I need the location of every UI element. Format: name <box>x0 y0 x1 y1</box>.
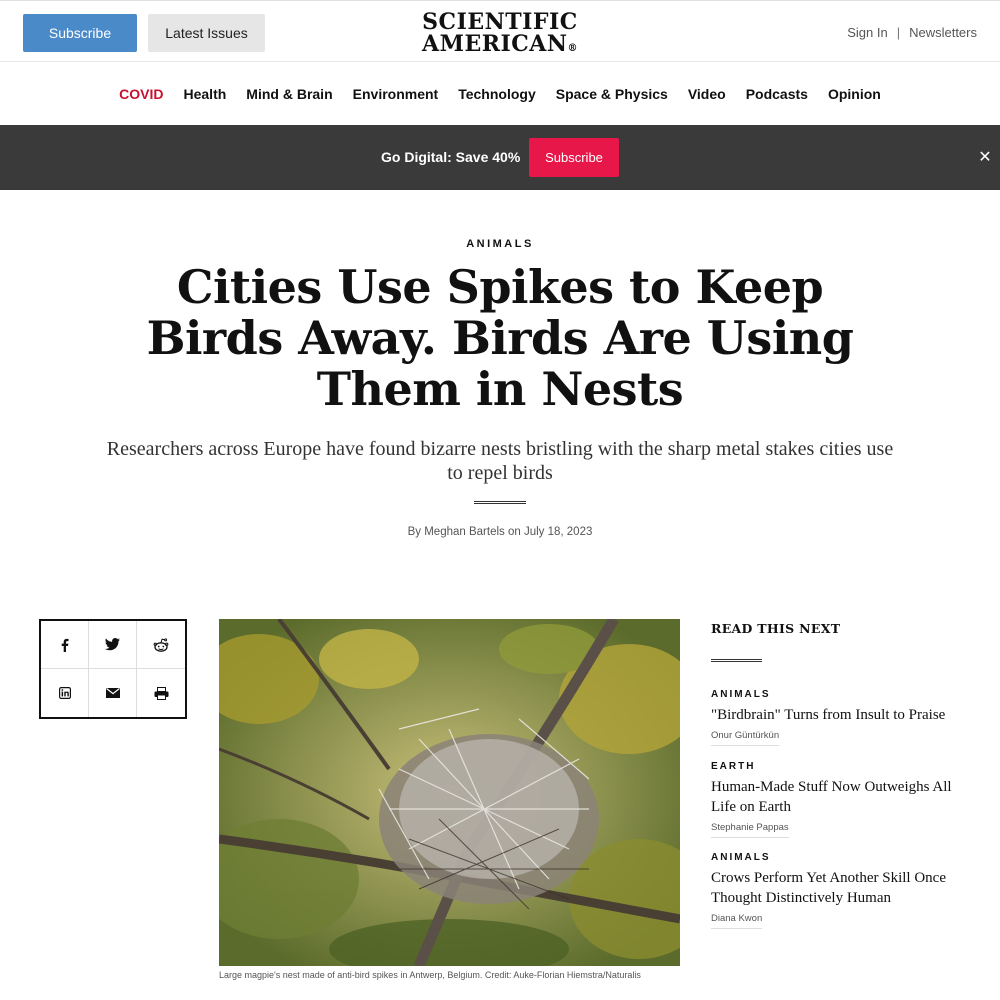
logo-line1: SCIENTIFIC <box>422 9 578 35</box>
nav-item-mind-brain[interactable]: Mind & Brain <box>246 85 333 102</box>
header-separator: | <box>896 25 901 40</box>
share-reddit[interactable] <box>137 621 185 669</box>
nav-item-environment[interactable]: Environment <box>352 85 439 102</box>
registered-mark: ® <box>567 43 578 54</box>
email-icon <box>106 688 120 698</box>
close-icon[interactable]: ✕ <box>978 149 992 166</box>
read-next-title: READ THIS NEXT <box>711 621 841 636</box>
nav-item-technology[interactable]: Technology <box>458 85 536 102</box>
article-image[interactable] <box>219 619 680 966</box>
read-next-category[interactable]: EARTH <box>711 761 756 772</box>
read-next-headline[interactable]: "Birdbrain" Turns from Insult to Praise <box>711 707 946 723</box>
read-next-category[interactable]: ANIMALS <box>711 852 771 863</box>
article-category[interactable]: ANIMALS <box>466 238 534 250</box>
twitter-icon <box>105 638 120 651</box>
read-next-category[interactable]: ANIMALS <box>711 689 771 700</box>
nav-item-video[interactable]: Video <box>687 85 726 102</box>
read-next-headline[interactable]: Crows Perform Yet Another Skill Once Thought Distinctively Human <box>711 870 946 906</box>
read-next-author: Diana Kwon <box>711 913 762 929</box>
latest-issues-button[interactable]: Latest Issues <box>148 14 265 52</box>
image-caption: Large magpie's nest made of anti-bird spikes in Antwerp, Belgium. Credit: Auke-Florian Hiemstra/Naturalis <box>219 970 641 980</box>
nest-photo-illustration <box>219 619 680 966</box>
share-twitter[interactable] <box>89 621 137 669</box>
read-next-author: Onur Güntürkün <box>711 730 779 746</box>
share-print[interactable] <box>137 669 185 717</box>
share-grid <box>39 619 187 719</box>
promo-banner <box>0 125 1000 190</box>
nav-item-covid[interactable]: COVID <box>119 85 164 102</box>
read-next-item[interactable] <box>711 852 971 929</box>
nav-item-podcasts[interactable]: Podcasts <box>745 85 808 102</box>
sign-in-link[interactable]: Sign In <box>847 25 888 40</box>
logo-line2: AMERICAN® <box>422 31 578 57</box>
site-logo[interactable] <box>410 11 590 60</box>
site-header <box>0 0 1000 62</box>
print-icon <box>154 687 169 700</box>
account-links <box>847 25 977 40</box>
share-email[interactable] <box>89 669 137 717</box>
linkedin-icon <box>59 687 71 699</box>
nav-item-opinion[interactable]: Opinion <box>827 85 881 102</box>
promo-subscribe-button[interactable]: Subscribe <box>529 138 619 177</box>
read-next-rule <box>711 659 762 662</box>
read-next-author: Stephanie Pappas <box>711 822 789 838</box>
read-next-item[interactable] <box>711 689 971 746</box>
article-byline: By Meghan Bartels on July 18, 2023 <box>407 526 593 538</box>
nav-item-space-physics[interactable]: Space & Physics <box>555 85 668 102</box>
reddit-icon <box>153 638 169 652</box>
promo-text: Go Digital: Save 40% <box>381 149 521 165</box>
read-next-item[interactable] <box>711 761 971 838</box>
nav-item-health[interactable]: Health <box>183 85 227 102</box>
article-dek: Researchers across Europe have found bizarre nests bristling with the sharp metal stakes cities use to repel birds <box>106 438 894 484</box>
newsletters-link[interactable]: Newsletters <box>909 25 977 40</box>
share-linkedin[interactable] <box>41 669 89 717</box>
article-headline: Cities Use Spikes to Keep Birds Away. Birds Are Using Them in Nests <box>146 260 854 416</box>
main-nav <box>0 62 1000 125</box>
headline-divider <box>474 501 526 504</box>
read-next-headline[interactable]: Human-Made Stuff Now Outweighs All Life on Earth <box>711 779 952 815</box>
subscribe-button[interactable]: Subscribe <box>23 14 137 52</box>
share-facebook[interactable] <box>41 621 89 669</box>
facebook-icon <box>59 638 71 652</box>
